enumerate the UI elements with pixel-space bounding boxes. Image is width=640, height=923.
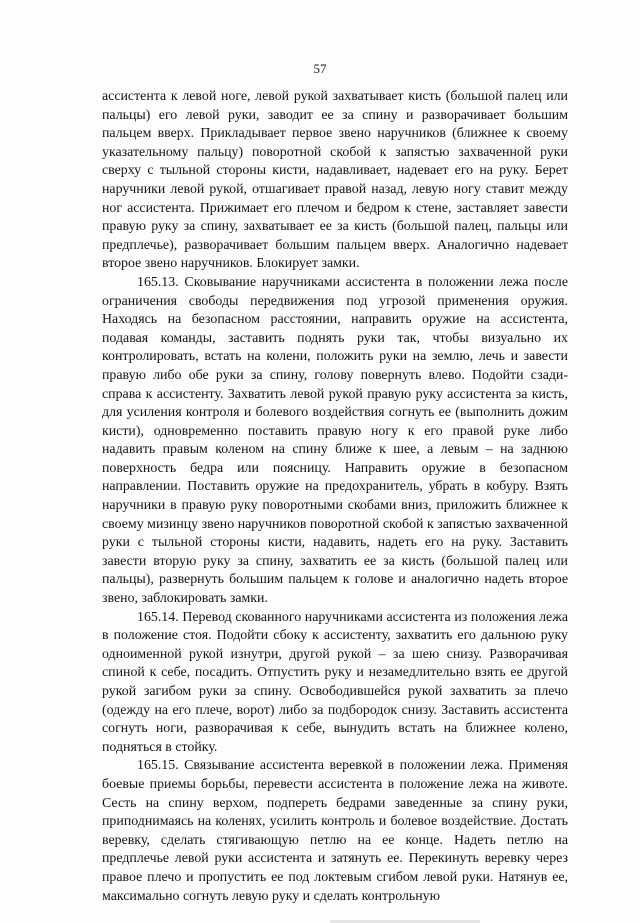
paragraph-continuation: ассистента к левой ноге, левой рукой захватывает кисть (большой палец или пальцы) его левой руки, заводит ее за спину и разворачивает большим пальцем вверх. Прикладывает первое звено наручников (ближнее к своему указательному пальцу) поворотной скобой к запястью захваченной руки сверху с тыльной стороны кисти, надавливает, надевает его на руку. Берет наручники левой рукой, отшагивает правой назад, левую ногу ставит между ног ассистента. Прижимает его плечом и бедром к стене, заставляет завести правую руку за спину, захватывает ее за кисть (большой палец, пальцы или предплечье), разворачивает большим пальцем вверх. Аналогично надевает второе звено наручников. Блокирует замки.	[102, 89, 568, 272]
paragraph-165-13: 165.13. Сковывание наручниками ассистента в положении лежа после ограничения свободы передвижения под угрозой применения оружия. Находясь на безопасном расстоянии, направить оружие на ассистента, подавая команды, заставить поднять руки так, чтобы визуально их контролировать, встать на колени, положить руки на землю, лечь и завести правую либо обе руки за спину, голову повернуть влево. Подойти сзади-справа к ассистенту. Захватить левой рукой правую руку ассистента за кисть, для усиления контроля и болевого воздействия согнуть ее (выполнить дожим кисти), одновременно поставить правую ногу к его правой руке либо надавить правым коленом на спину ближе к шее, а левым – на заднюю поверхность бедра или поясницу. Направить оружие в безопасном направлении. Поставить оружие на предохранитель, убрать в кобуру. Взять наручники в правую руку поворотными скобами вниз, приложить ближнее к своему мизинцу звено наручников поворотной скобой к запястью захваченной руки с тыльной стороны кисти, надавить, надеть его на руку. Заставить завести вторую руку за спину, захватить ее за кисть (большой палец или пальцы), развернуть большим пальцем к голове и аналогично надеть второе звено, заблокировать замки.	[102, 274, 568, 607]
paragraph-165-15: 165.15. Связывание ассистента веревкой в положении лежа. Применяя боевые приемы борьбы, перевести ассистента в положение лежа на животе. Сесть на спину верхом, подпереть бедрами заведенные за спину руки, приподнимаясь на коленях, усилить контроль и болевое воздействие. Достать веревку, сделать стягивающую петлю на ее конце. Надеть петлю на предплечье левой руки ассистента и затянуть ее. Перекинуть веревку через правое плечо и пропустить ее под локтевым сгибом левой руки. Натянув ее, максимально согнуть левую руку и сделать контрольную	[102, 758, 568, 904]
document-body	[102, 88, 568, 906]
page-number: 57	[313, 61, 327, 76]
paragraph-165-14: 165.14. Перевод скованного наручниками ассистента из положения лежа в положение стоя. Подойти сбоку к ассистенту, захватить его дальнюю руку одноименной рукой изнутри, другой рукой – за шею снизу. Разворачивая спиной к себе, посадить. Отпустить руку и незамедлительно взять ее другой рукой загибом руки за спину. Освободившейся рукой захватить за плечо (одежду на его плече, ворот) либо за подбородок снизу. Заставить ассистента согнуть ноги, разворачивая к себе, вынудить встать на ближнее колено, подняться в стойку.	[102, 609, 568, 755]
